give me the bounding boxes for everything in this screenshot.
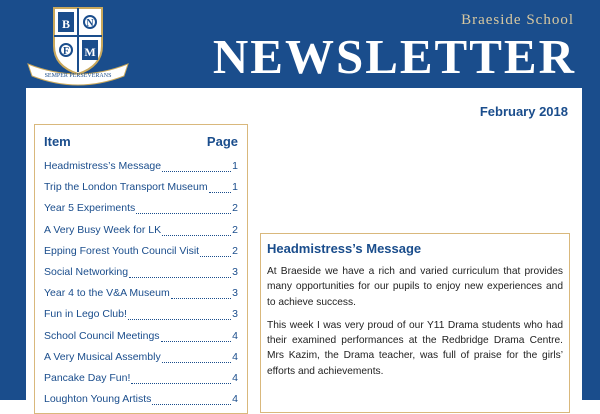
toc-entry-page: 2 (232, 244, 238, 257)
toc-entry-page: 2 (232, 202, 238, 215)
toc-entry-title: Loughton Young Artists (44, 393, 152, 406)
toc-entry-page: 1 (232, 181, 238, 194)
toc-entry-page: 3 (232, 287, 238, 300)
toc-leader (161, 329, 232, 342)
toc-leader (162, 350, 231, 363)
toc-entry-title: Trip the London Transport Museum (44, 181, 208, 194)
toc-entry[interactable] (44, 220, 238, 241)
toc-leader (128, 307, 231, 320)
toc-entry-page: 4 (232, 371, 238, 384)
page-frame-right (582, 88, 600, 400)
toc-entry-page: 3 (232, 265, 238, 278)
toc-entry[interactable] (44, 347, 238, 368)
toc-entry-title: Fun in Lego Club! (44, 308, 127, 321)
page-frame-left (0, 88, 26, 400)
toc-entry-page: 2 (232, 223, 238, 236)
crest-letter-n: N (86, 18, 94, 29)
toc-entry-title: Year 5 Experiments (44, 202, 136, 215)
toc-leader (136, 201, 231, 214)
toc-entry[interactable] (44, 304, 238, 325)
toc-page-header: Page (206, 134, 238, 149)
toc-entry[interactable] (44, 177, 238, 198)
newsletter-title: NEWSLETTER (212, 29, 576, 84)
crest-letter-m: M (84, 45, 96, 59)
toc-entry-title: A Very Musical Assembly (44, 350, 161, 363)
toc-leader (200, 244, 231, 257)
toc-entry-page: 4 (232, 329, 238, 342)
toc-header (44, 131, 238, 153)
issue-date: February 2018 (479, 104, 568, 119)
toc-entry[interactable] (44, 326, 238, 347)
toc-entry-page: 4 (232, 393, 238, 406)
crest-motto: SEMPER PERSEVERANS (44, 73, 112, 79)
toc-entry-title: Year 4 to the V&A Museum (44, 287, 170, 300)
toc-entry[interactable] (44, 241, 238, 262)
school-name: Braeside School (461, 12, 574, 28)
toc-item-header: Item (44, 134, 71, 149)
toc-entry-title: Epping Forest Youth Council Visit (44, 244, 200, 257)
toc-leader (129, 265, 231, 278)
toc-leader (162, 223, 231, 236)
toc-entry[interactable] (44, 262, 238, 283)
toc-entry-title: Headmistress’s Message (44, 160, 162, 172)
toc-entry-title: School Council Meetings (44, 329, 160, 342)
toc-entry[interactable] (44, 198, 238, 219)
toc-leader (131, 371, 231, 384)
toc-entry[interactable] (44, 283, 238, 304)
toc-leader (152, 392, 231, 405)
crest-letter-b: B (61, 17, 71, 31)
crest-letter-f: F (62, 46, 70, 57)
toc-leader (171, 286, 231, 299)
toc-entry[interactable] (44, 368, 238, 389)
toc-entry-title: A Very Busy Week for LK (44, 223, 162, 236)
toc-entry-page: 3 (232, 308, 238, 321)
toc-entry[interactable] (44, 156, 238, 177)
toc-leader (162, 159, 231, 172)
headmistress-message-article (260, 233, 570, 413)
toc-entry-page: 1 (232, 160, 238, 172)
toc-entry-page: 4 (232, 350, 238, 363)
table-of-contents (34, 124, 248, 414)
school-crest-icon (24, 4, 132, 86)
article-title: Headmistress’s Message (267, 241, 422, 256)
toc-entry-title: Social Networking (44, 265, 129, 278)
toc-leader (209, 180, 232, 193)
article-paragraph: This week I was very proud of our Y11 Drama students who had their examined performances at the Redbridge Drama Centre. Mrs Kazim, the Drama teacher, was full of praise for the girls’ efforts and achievements. (267, 319, 563, 377)
toc-entry-title: Pancake Day Fun! (44, 371, 131, 384)
article-paragraph: At Braeside we have a rich and varied curriculum that provides many opportunities for our pupils to enjoy new experiences and to achieve success. (267, 266, 563, 308)
